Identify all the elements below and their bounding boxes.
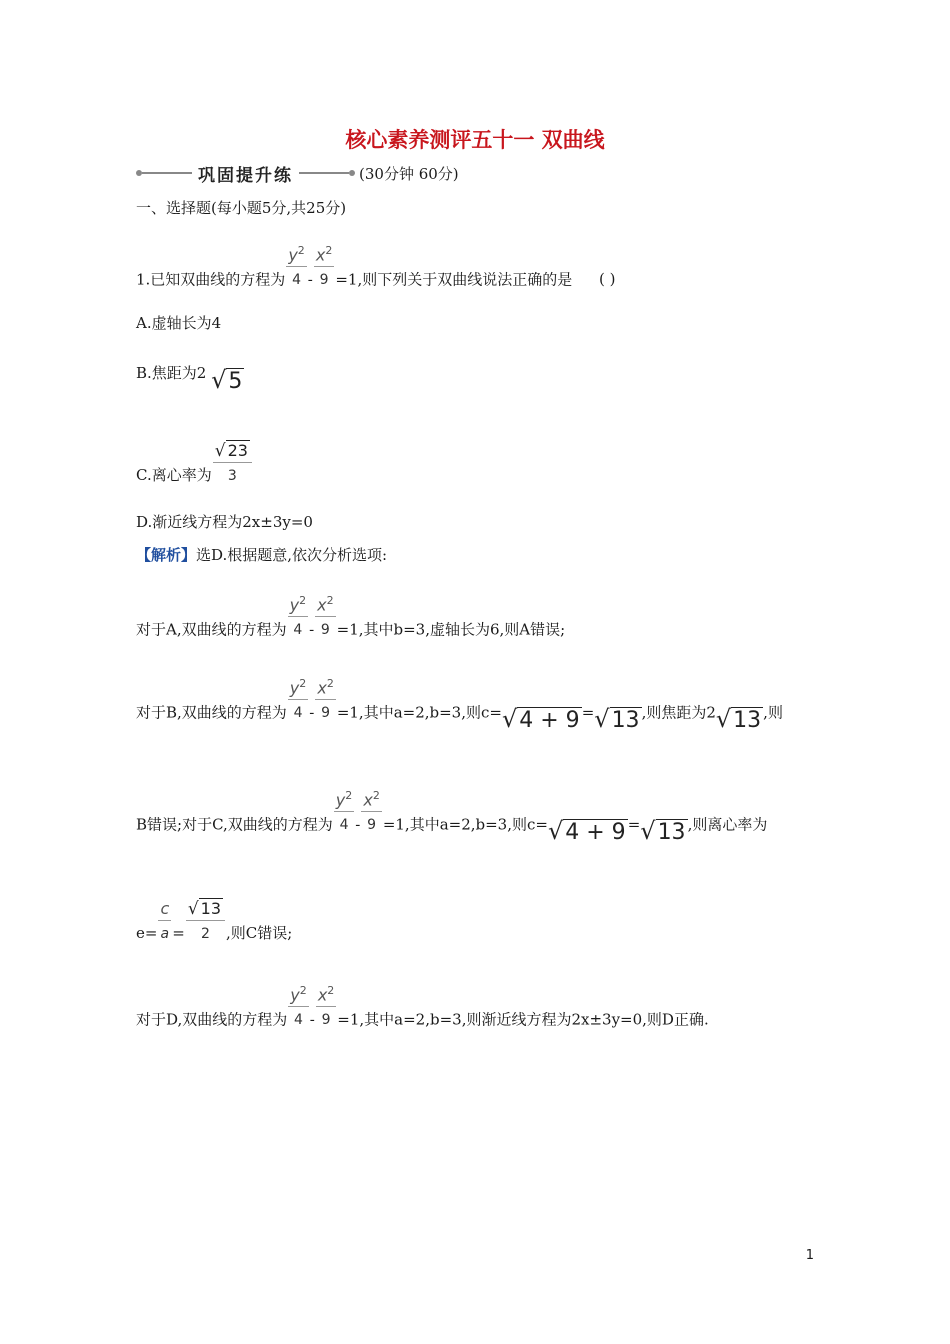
sqrt-4-plus-9: √4 + 9 xyxy=(547,817,626,846)
fraction-y2-over-4: $\frac{y^2}{4}$ xyxy=(334,785,354,838)
fraction-y2-over-4: $\frac{y^2}{4}$ xyxy=(288,590,308,643)
banner-dot-right xyxy=(349,170,355,176)
page-title: 核心素养测评五十一 双曲线 xyxy=(345,128,605,152)
banner-label: 巩固提升练 xyxy=(198,165,293,186)
fraction-x2-over-9: $\frac{x^2}{9}$ xyxy=(315,590,335,643)
analysis-b: 对于B,双曲线的方程为 $\frac{y^2}{4}$ - $\frac{x^2}{9}$ =1,其中a=2,b=3,则c=√4 + 9 =√13 ,则焦距为2√13 ,则 xyxy=(136,673,783,697)
page-number: 1 xyxy=(805,1248,814,1263)
fraction-y2-over-4: $\frac{y^2}{4}$ xyxy=(288,980,308,1033)
q1-prefix: 1.已知双曲线的方程为 xyxy=(136,270,286,289)
fraction-x2-over-9: $\frac{x^2}{9}$ xyxy=(314,240,334,293)
fraction-sqrt23-over-3: $\frac{√ 23}{3}$ xyxy=(213,440,252,489)
answer-bracket: ( ) xyxy=(599,270,616,289)
option-c-text: C.离心率为 xyxy=(136,466,212,484)
analysis-c: B错误;对于C,双曲线的方程为 $\frac{y^2}{4}$ - $\frac{x^2}{9}$ =1,其中a=2,b=3,则c=√4 + 9 =√13 ,则离心率为 xyxy=(136,785,767,809)
sqrt-13: √13 xyxy=(640,817,686,846)
sqrt-4-plus-9: √4 + 9 xyxy=(501,705,580,734)
q1-eq-tail: =1,则下列关于双曲线说法正确的是 xyxy=(335,270,573,289)
option-a: A.虚轴长为4 xyxy=(136,314,222,332)
sqrt-13: √13 xyxy=(594,705,640,734)
analysis-a: 对于A,双曲线的方程为 $\frac{y^2}{4}$ - $\frac{x^2}{9}$ =1,其中b=3,虚轴长为6,则A错误; xyxy=(136,590,565,614)
fraction-sqrt13-over-2: $\frac{√ 13}{2}$ xyxy=(186,898,225,947)
sqrt-13: √13 xyxy=(715,705,762,734)
fraction-y2-over-4: $\frac{y^2}{4}$ xyxy=(288,673,308,726)
analysis-e: e= $\frac{c}{a}$ = $\frac{√ 13}{2}$ ,则C错误; xyxy=(136,898,292,922)
sqrt-5: √5 xyxy=(211,366,243,394)
minus-sign: - xyxy=(307,270,313,289)
analysis-tag: 【解析】 xyxy=(136,546,197,564)
analysis-d: 对于D,双曲线的方程为 $\frac{y^2}{4}$ - $\frac{x^2}{9}$ =1,其中a=2,b=3,则渐近线方程为2x±3y=0,则D正确. xyxy=(136,980,709,1004)
fraction-c-over-a: $\frac{c}{a}$ xyxy=(160,899,170,942)
banner-line-left xyxy=(142,172,192,174)
banner-time: (30分钟 60分) xyxy=(359,164,459,183)
fraction-x2-over-9: $\frac{x^2}{9}$ xyxy=(316,980,336,1033)
fraction-y2-over-4: $\frac{y^2}{4}$ xyxy=(286,240,306,293)
analysis-intro-text: 选D.根据题意,依次分析选项: xyxy=(196,546,388,564)
analysis-intro xyxy=(136,543,387,567)
option-b xyxy=(136,358,244,394)
question-1 xyxy=(136,240,616,289)
fraction-x2-over-9: $\frac{x^2}{9}$ xyxy=(315,673,335,726)
option-d: D.渐近线方程为2x±3y=0 xyxy=(136,513,313,531)
section-heading: 一、选择题(每小题5分,共25分) xyxy=(136,199,347,217)
fraction-x2-over-9: $\frac{x^2}{9}$ xyxy=(361,785,381,838)
option-c xyxy=(136,440,253,484)
option-b-text: B.焦距为2 xyxy=(136,364,207,382)
banner-line-right xyxy=(299,172,349,174)
section-banner xyxy=(136,160,459,186)
